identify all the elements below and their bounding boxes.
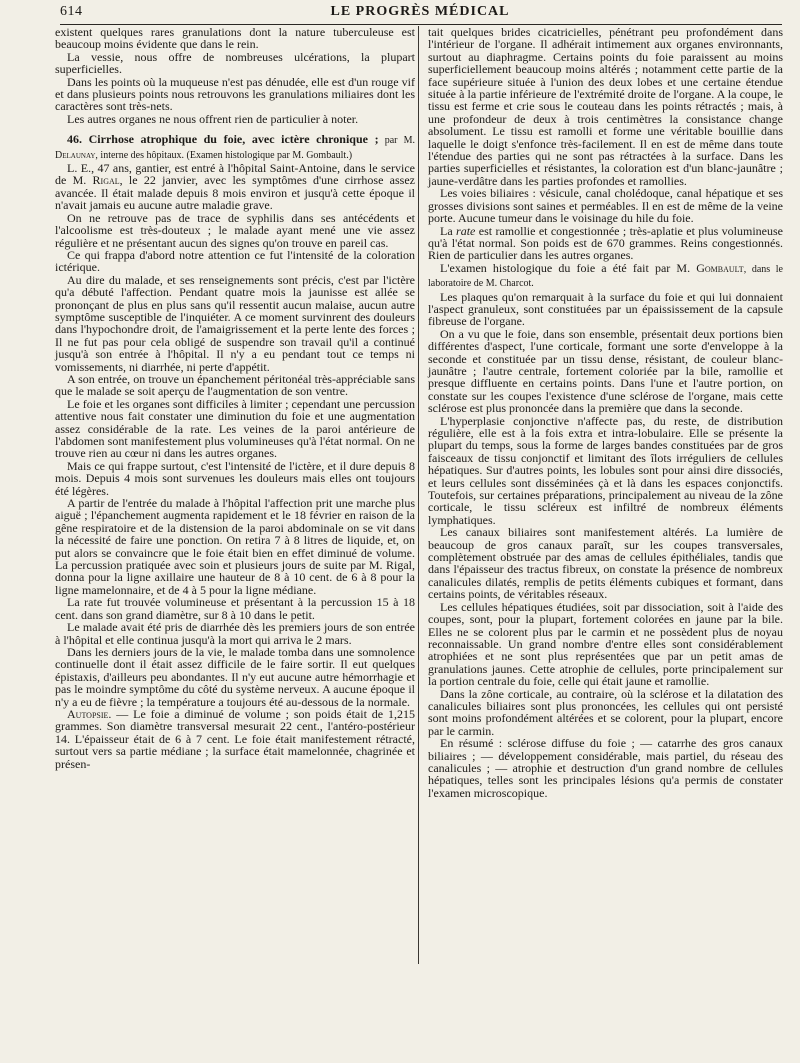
paragraph: tait quelques brides cicatricielles, pénétrant peu profondément dans l'intérieur de l'organe. Il adhérait intimement aux organes environnants, surtout au diaphragme. Certains points du foie paraissent au moins superficiellement beaucoup moins altérés ; notamment cette partie de la face supérieure située à l'union des deux lobes et une certaine étendue située à la partie inférieure de l'extrémité droite de l'organe. A la coupe, le tissu est ferme et crie sous le couteau dans les points rétractés ; mais, à une profondeur de deux à trois centimètres la consistance change absolument. Le tissu est ramolli et forme une véritable bouillie dans laquelle le doigt s'enfonce très-facilement. Il en est de même dans toute l'étendue des parties qui ne sont pas rétractées à la surface. Dans les parties superficielles et résistantes, la coloration est d'un blanc-jaunâtre ; jaune-verdâtre dans les parties profondes et ramollies.: [428, 25, 783, 188]
paragraph: Les voies biliaires : vésicule, canal cholédoque, canal hépatique et ses grosses divisions sont saines et perméables. Il en est de même de la veine porte. Aucune tumeur dans le voisinage du hile du foie.: [428, 186, 783, 226]
paragraph: existent quelques rares granulations dont la nature tuberculeuse est beaucoup moins évidente que dans le rein.: [55, 25, 415, 52]
autopsy-label: Autopsie.: [67, 706, 112, 721]
paragraph: L'hyperplasie conjonctive n'affecte pas, du reste, de distribution régulière, elle est à la fois extra et intra-lobulaire. Elle se présente la plupart du temps, sous la forme de larges bandes constituées par de gros faisceaux de tissu conjonctif et limitant des îlots irréguliers de cellules hépatiques. Sur d'autres points, les lobules sont pour ainsi dire dissociés, et leurs cellules sont disséminées çà et là dans les espaces conjonctifs. Toutefois, sur certaines préparations, principalement au niveau de la zône corticale, le tissu scléreux est infiltré de nombreux éléments lymphatiques.: [428, 413, 783, 527]
article-heading: 46. Cirrhose atrophique du foie, avec ictère chronique ; par M. Delaunay, interne des hôpitaux. (Examen histologique par M. Gombault.): [55, 132, 415, 161]
paragraph: Les cellules hépatiques étudiées, soit par dissociation, soit à l'aide des coupes, sont, pour la plupart, fortement colorées en jaune par la bile. Elles ne se colorent plus par le carmin et ne possèdent plus de noyau reconnaissable. Un grand nombre d'entre elles sont considérablement atrophiées et ne sont plus représentées que par un petit amas de granulations jaunes. Cette atrophie de cellules, porte principalement sur la portion centrale du foie, celle qui était jaune et ramollie.: [428, 599, 783, 689]
page-number: 614: [60, 4, 83, 19]
paragraph: A partir de l'entrée du malade à l'hôpital l'affection prit une marche plus aiguë ; l'épanchement augmenta rapidement et le 18 février en raison de la gêne respiratoire et de la distension de la paroi abdominale on se vit dans la nécessité de faire une ponction. On retira 7 à 8 litres de liquide, et, on put alors se convaincre que le foie était bien en effet diminué de volume. La percussion pratiquée avec soin et plusieurs jours de suite par M. Rigal, donna pour la ligne axillaire une hauteur de 8 à 10 cent. de 6 à 8 pour la ligne mamelonnaire, et de 4 à 5 pour la ligne médiane.: [55, 496, 415, 597]
paragraph: Le foie et les organes sont difficiles à limiter ; cependant une percussion attentive nous fait constater une diminution du foie et une augmentation assez considérable de la rate. Les veines de la paroi antérieure de l'abdomen sont manifestement plus volumineuses qu'à l'état normal. On ne trouve rien au cœur ni dans les autres organes.: [55, 396, 415, 461]
paragraph: L'examen histologique du foie a été fait par M. Gombault, dans le laboratoire de M. Charcot.: [428, 260, 783, 290]
column-divider: [418, 26, 419, 964]
page-header: [60, 2, 780, 22]
paragraph: On ne retrouve pas de trace de syphilis dans ses antécédents et l'alcoolisme est très-douteux ; le malade ayant mené une vie assez régulière et ne présentant aucun des signes qu'on trouve en pareil cas.: [55, 210, 415, 250]
article-title: 46. Cirrhose atrophique du foie, avec ictère chronique ;: [67, 132, 379, 147]
left-column: [55, 26, 415, 770]
paragraph: Les autres organes ne nous offrent rien de particulier à noter.: [67, 111, 359, 126]
paragraph: Les canaux biliaires sont manifestement altérés. La lumière de beaucoup de gros canaux paraît, sur les coupes transversales, complètement obstruée par des amas de cellules épithéliales, tandis que dans l'épaisseur des tractus fibreux, on constate la présence de nombreux canalicules dilatés, remplis de petits éléments cubiques et formant, dans certains points, de véritables réseaux.: [428, 525, 783, 602]
paragraph: Dans les derniers jours de la vie, le malade tomba dans une somnolence continuelle dont il était assez difficile de le faire sortir. Il eut quelques épistaxis, d'ailleurs peu abondantes. Il n'y eut aucune autre hémorrhagie et pas le moindre symptôme du côté du système nerveux. A aucune époque il n'y a eu de fièvre ; la température a toujours été au-dessous de la normale.: [55, 644, 415, 709]
paragraph: On a vu que le foie, dans son ensemble, présentait deux portions bien différentes d'aspect, l'une corticale, formant une sorte d'enveloppe à la seconde et constituée par un tissu dense, résistant, de couleur blanc-jaunâtre ; l'autre centrale, fortement coloriée par la bile, ramollie et presque diffluente en certains points. Dans l'une et l'autre portion, on constate sur les coupes l'existence d'une sclérose de l'organe, mais cette sclérose est plus prononcée dans la première que dans la seconde.: [428, 326, 783, 416]
paragraph: La rate est ramollie et congestionnée ; très-aplatie et plus volumineuse qu'à l'état normal. Son poids est de 670 grammes. Reins congestionnés. Rien de particulier dans les autres organes.: [428, 223, 783, 263]
paragraph: Au dire du malade, et ses renseignements sont précis, c'est par l'ictère qu'a débuté l'affection. Pendant quatre mois la jaunisse est allée se prononçant de plus en plus sans qu'il ressentit aucun malaise, aucun autre symptôme susceptible de l'inquiéter. A ce moment survinrent des douleurs dans l'hypochondre droit, de l'amaigrissement et la perte lente des forces ; Il ne fut pas pour cela obligé de suspendre son travail qu'il a continué jusqu'à son entrée à l'hôpital. Il n'y a eu pendant tout ce temps ni vomissements, ni diarrhée, ni perte d'appétit.: [55, 272, 415, 374]
paragraph: Autopsie. — Le foie a diminué de volume ; son poids était de 1,215 grammes. Son diamètre transversal mesurait 22 cent., l'antéro-postérieur 14. L'épaisseur était de 6 à 7 cent. Le foie était manifestement rétracté, surtout vers sa partie médiane ; la surface était mamelonnée, chagrinée et présen-: [55, 706, 415, 771]
paragraph: La vessie, nous offre de nombreuses ulcérations, la plupart superficielles.: [55, 49, 415, 77]
paragraph: L. E., 47 ans, gantier, est entré à l'hôpital Saint-Antoine, dans le service de M. Rigal, le 22 janvier, avec les symptômes d'une cirrhose assez avancée. Il était malade depuis 8 mois environ et jusqu'à cette époque il n'avait jamais eu aucune autre maladie grave.: [55, 161, 416, 213]
paragraph: Le malade avait été pris de diarrhée dès les premiers jours de son entrée à l'hôpital et elle continua jusqu'à la mort qui arriva le 2 mars.: [55, 620, 415, 647]
right-column: [428, 26, 783, 799]
article-credit: , interne des hôpitaux. (Examen histologique par M. Gombault.): [95, 149, 353, 161]
paragraph: A son entrée, on trouve un épanchement péritonéal très-appréciable sans que le malade se soit aperçu de l'augmentation de son ventre.: [55, 371, 415, 399]
paragraph: La rate fut trouvée volumineuse et présentant à la percussion 15 à 18 cent. dans son grand diamètre, sur 8 à 10 dans le petit.: [55, 595, 415, 622]
paragraph: Ce qui frappa d'abord notre attention ce fut l'intensité de la coloration ictérique.: [55, 247, 415, 275]
paragraph: En résumé : sclérose diffuse du foie ; — catarrhe des gros canaux biliaires ; — développement considérable, mais partiel, du réseau des canalicules ; — atrophie et destruction d'un grand nombre de cellules hépatiques, telles sont les principales lésions qu'a permis de constater l'examen microscopique.: [428, 736, 783, 800]
article-author: Delaunay: [55, 149, 96, 161]
paragraph: Dans les points où la muqueuse n'est pas dénudée, elle est d'un rouge vif et dans plusieurs points nous retrouvons les granulations miliaires dont les caractères sont très-nets.: [55, 74, 415, 114]
paragraph: Dans la zône corticale, au contraire, où la sclérose et la dilatation des canalicules biliaires sont plus prononcées, les cellules qui ont persisté sont moins profondément altérées et se colorent, pour la plupart, encore par le carmin.: [428, 686, 783, 738]
paragraph: Mais ce qui frappe surtout, c'est l'intensité de l'ictère, et il dure depuis 8 mois. Depuis 4 mois sont survenues les douleurs mais elles ont toujours été légères.: [55, 458, 415, 498]
paragraph: Les plaques qu'on remarquait à la surface du foie et qui lui donnaient l'aspect granuleux, sont constituées par un épaississement de la capsule fibreuse de l'organe.: [428, 289, 783, 329]
journal-title: LE PROGRÈS MÉDICAL: [330, 4, 510, 19]
